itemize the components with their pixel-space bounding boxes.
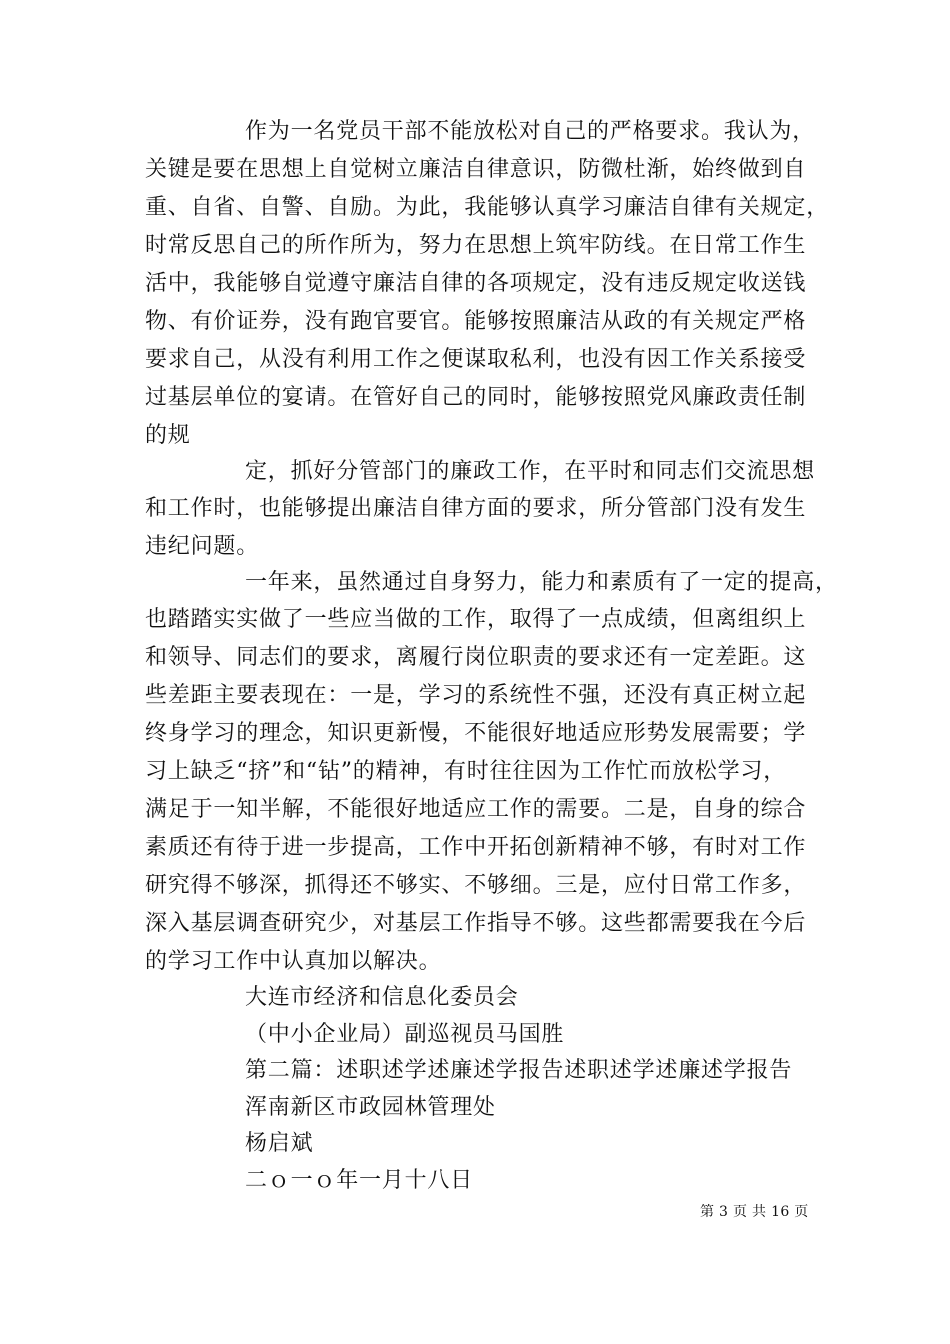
paragraph-3-line-4: 些差距主要表现在：一是，学习的系统性不强，还没有真正树立起 xyxy=(145,683,807,708)
paragraph-3-line-9: 研究得不够深，抓得还不够实、不够细。三是，应付日常工作多， xyxy=(145,873,807,898)
paragraph-3-line-3: 和领导、同志们的要求，离履行岗位职责的要求还有一定差距。这 xyxy=(145,645,807,670)
paragraph-1-line-6: 物、有价证券，没有跑官要官。能够按照廉洁从政的有关规定严格 xyxy=(145,309,807,334)
paragraph-1-line-7: 要求自己，从没有利用工作之便谋取私利，也没有因工作关系接受 xyxy=(145,347,807,372)
signature-title: （中小企业局）副巡视员马国胜 xyxy=(245,1022,565,1047)
paragraph-1-line-3: 重、自省、自警、自励。为此，我能够认真学习廉洁自律有关规定， xyxy=(145,195,830,220)
paragraph-2-line-3: 违纪问题。 xyxy=(145,534,260,559)
paragraph-3-line-11: 的学习工作中认真加以解决。 xyxy=(145,949,442,974)
signature-organization: 大连市经济和信息化委员会 xyxy=(245,985,519,1010)
paragraph-3-line-7: 满足于一知半解，不能很好地适应工作的需要。二是，自身的综合 xyxy=(145,797,807,822)
page-number: 第 3 页 共 16 页 xyxy=(700,1204,809,1220)
paragraph-3-line-8: 素质还有待于进一步提高，工作中开拓创新精神不够，有时对工作 xyxy=(145,835,807,860)
paragraph-3-line-2: 也踏踏实实做了一些应当做的工作，取得了一点成绩，但离组织上 xyxy=(145,607,807,632)
paragraph-1-line-2: 关键是要在思想上自觉树立廉洁自律意识，防微杜渐，始终做到自 xyxy=(145,157,807,182)
paragraph-1-line-5: 活中，我能够自觉遵守廉洁自律的各项规定，没有违反规定收送钱 xyxy=(145,271,807,296)
paragraph-1-line-4: 时常反思自己的所作所为，努力在思想上筑牢防线。在日常工作生 xyxy=(145,233,807,258)
signature-name: 杨启斌 xyxy=(245,1131,314,1156)
paragraph-3-line-6: 习上缺乏“挤”和“钻”的精神，有时往往因为工作忙而放松学习， xyxy=(145,759,786,784)
paragraph-2-line-1: 定，抓好分管部门的廉政工作，在平时和同志们交流思想 xyxy=(245,459,816,484)
paragraph-3-line-10: 深入基层调查研究少，对基层工作指导不够。这些都需要我在今后 xyxy=(145,911,807,936)
paragraph-1-line-9: 的规 xyxy=(145,423,191,448)
paragraph-3-line-5: 终身学习的理念，知识更新慢，不能很好地适应形势发展需要；学 xyxy=(145,721,807,746)
paragraph-2-line-2: 和工作时，也能够提出廉洁自律方面的要求，所分管部门没有发生 xyxy=(145,496,807,521)
signature-date: 二ｏ一ｏ年一月十八日 xyxy=(245,1168,474,1193)
signature-unit: 浑南新区市政园林管理处 xyxy=(245,1095,496,1120)
next-article-heading: 第二篇：述职述学述廉述学报告述职述学述廉述学报告 xyxy=(245,1058,793,1083)
paragraph-1-line-1: 作为一名党员干部不能放松对自己的严格要求。我认为， xyxy=(245,119,816,144)
paragraph-1-line-8: 过基层单位的宴请。在管好自己的同时，能够按照党风廉政责任制 xyxy=(145,385,807,410)
paragraph-3-line-1: 一年来，虽然通过自身努力，能力和素质有了一定的提高， xyxy=(245,570,838,595)
